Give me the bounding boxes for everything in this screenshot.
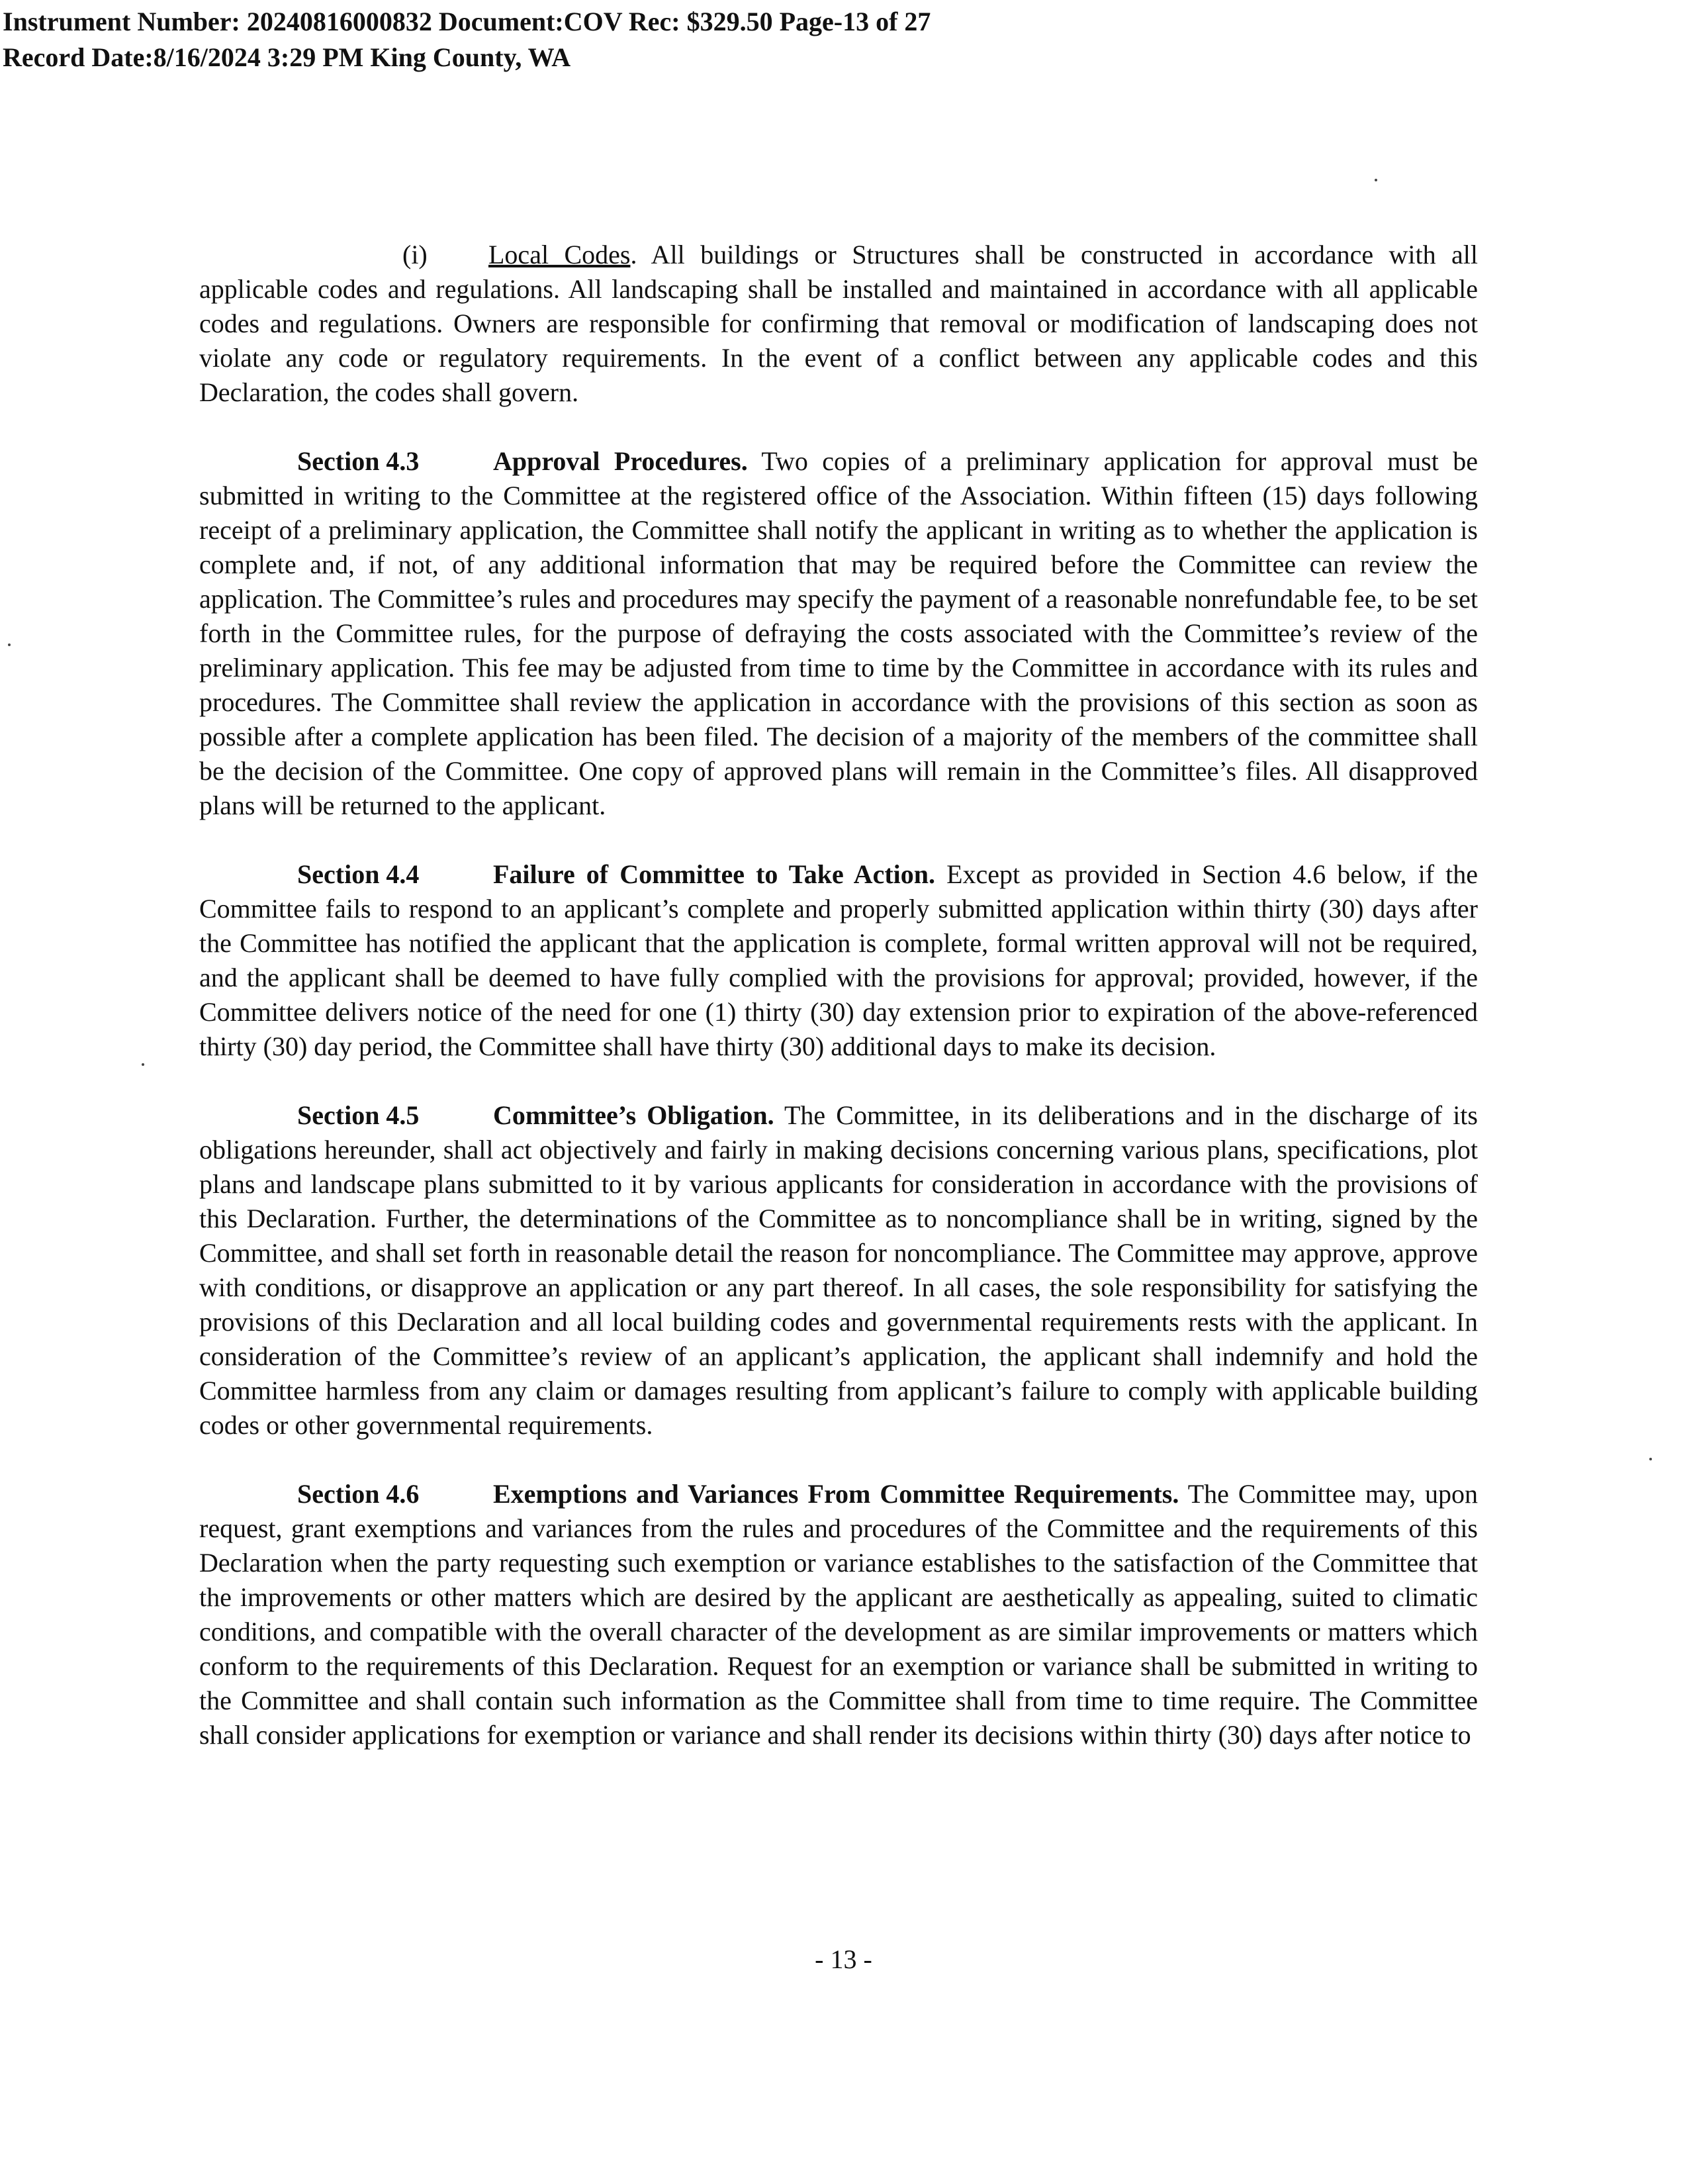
section-4-3 xyxy=(199,444,1478,823)
section-body: The Committee, in its deliberations and in the discharge of its obligations hereunder, shall act objectively and fairly in making decisions concerning various plans, specifications, plot plans and landscape plans submitted to it by various applicants for consideration in accordance with the provisions of this Declaration. Further, the determinations of the Committee as to noncompliance shall be in writing, signed by the Committee, and shall set forth in reasonable detail the reason for noncompliance. The Committee may approve, approve with conditions, or disapprove an application or any part thereof. In all cases, the sole responsibility for satisfying the provisions of this Declaration and all local building codes and governmental requirements rests with the applicant. In consideration of the Committee’s review of an applicant’s application, the applicant shall indemnify and hold the Committee harmless from any claim or damages resulting from applicant’s failure to comply with applicable building codes or other governmental requirements. xyxy=(199,1100,1478,1440)
section-number: Section 4.4 xyxy=(297,859,420,889)
section-title: Committee’s Obligation. xyxy=(493,1100,774,1130)
section-4-6 xyxy=(199,1477,1478,1752)
local-codes-body: . All buildings or Structures shall be constructed in accordance with all applicable codes and regulations. All landscaping shall be installed and maintained in accordance with all applicable codes and regulations. Owners are responsible for confirming that removal or modification of landscaping does not violate any code or regulatory requirements. In the event of a conflict between any applicable codes and this Declaration, the codes shall govern. xyxy=(199,240,1478,407)
scan-speck xyxy=(1375,179,1377,181)
section-body: Except as provided in Section 4.6 below, if the Committee fails to respond to an applicant’s complete and properly submitted application within thirty (30) days after the Committee has notified the applicant that the application is complete, formal written approval will not be required, and the applicant shall be deemed to have fully complied with the provisions for approval; provided, however, if the Committee delivers notice of the need for one (1) thirty (30) day extension prior to expiration of the above-referenced thirty (30) day period, the Committee shall have thirty (30) additional days to make its decision. xyxy=(199,859,1478,1061)
section-number: Section 4.5 xyxy=(297,1100,420,1130)
record-date-line: Record Date:8/16/2024 3:29 PM King County, WA xyxy=(3,42,571,72)
section-number: Section 4.6 xyxy=(297,1479,420,1509)
section-title: Exemptions and Variances From Committee Requirements. xyxy=(493,1479,1179,1509)
recording-header xyxy=(3,4,931,75)
scan-speck xyxy=(8,643,11,646)
section-number: Section 4.3 xyxy=(297,446,420,476)
paragraph-local-codes xyxy=(199,238,1478,410)
section-body: The Committee may, upon request, grant exemptions and variances from the rules and procedures of the Committee and the requirements of this Declaration when the party requesting such exemption or variance establishes to the satisfaction of the Committee that the improvements or other matters which are desired by the applicant are aesthetically as appealing, suited to climatic conditions, and compatible with the overall character of the development as are similar improvements or matters which conform to the requirements of this Declaration. Request for an exemption or variance shall be submitted in writing to the Committee and shall contain such information as the Committee shall from time to time require. The Committee shall consider applications for exemption or variance and shall render its decisions within thirty (30) days after notice to xyxy=(199,1479,1478,1750)
document-body xyxy=(199,238,1478,1787)
scan-speck xyxy=(1649,1458,1652,1460)
page-number: - 13 - xyxy=(815,1944,872,1974)
instrument-line: Instrument Number: 20240816000832 Document:COV Rec: $329.50 Page-13 of 27 xyxy=(3,7,931,36)
section-4-4 xyxy=(199,857,1478,1064)
local-codes-title: Local Codes xyxy=(488,240,631,269)
enumerator: (i) xyxy=(402,240,428,269)
scan-speck xyxy=(142,1063,144,1066)
section-title: Failure of Committee to Take Action. xyxy=(493,859,935,889)
section-body: Two copies of a preliminary application for approval must be submitted in writing to the Committee at the registered office of the Association. Within fifteen (15) days following receipt of a preliminary application, the Committee shall notify the applicant in writing as to whether the application is complete and, if not, of any additional information that may be required before the Committee can review the application. The Committee’s rules and procedures may specify the payment of a reasonable nonrefundable fee, to be set forth in the Committee rules, for the purpose of defraying the costs associated with the Committee’s review of the preliminary application. This fee may be adjusted from time to time by the Committee in accordance with its rules and procedures. The Committee shall review the application in accordance with the provisions of this section as soon as possible after a complete application has been filed. The decision of a majority of the members of the committee shall be the decision of the Committee. One copy of approved plans will remain in the Committee’s files. All disapproved plans will be returned to the applicant. xyxy=(199,446,1478,820)
section-title: Approval Procedures. xyxy=(493,446,748,476)
section-4-5 xyxy=(199,1098,1478,1443)
